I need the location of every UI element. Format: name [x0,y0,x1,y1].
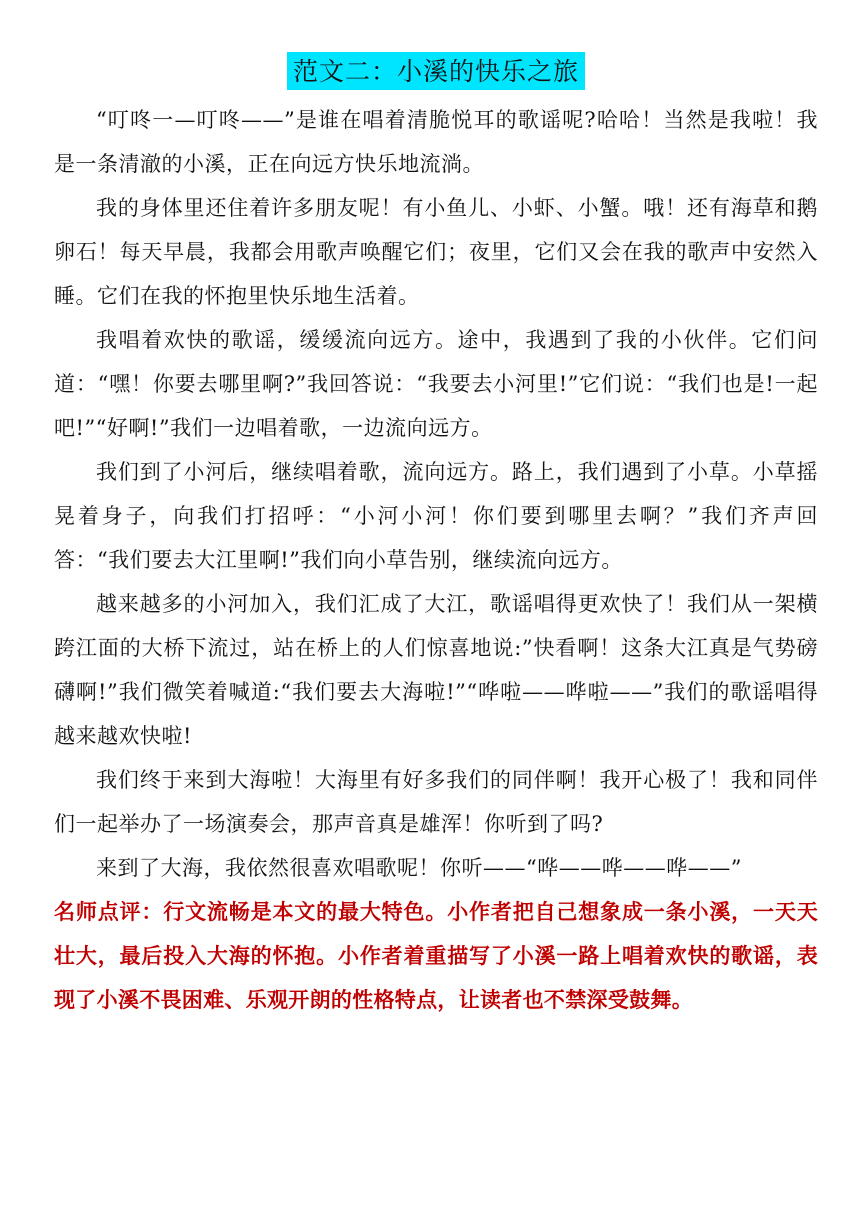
paragraph-6: 我们终于来到大海啦！大海里有好多我们的同伴啊！我开心极了！我和同伴们一起举办了一场演奏会，那声音真是雄浑！你听到了吗? [54,768,818,836]
paragraph-3: 我唱着欢快的歌谣，缓缓流向远方。途中，我遇到了我的小伙伴。它们问道：“嘿！你要去哪里啊?”我回答说：“我要去小河里!”它们说：“我们也是!一起吧!”“好啊!”我们一边唱着歌，一边流向远方。 [54,328,818,440]
document-page [54,52,818,1022]
paragraph-1: “叮咚一—叮咚——”是谁在唱着清脆悦耳的歌谣呢?哈哈！当然是我啦！我是一条清澈的小溪，正在向远方快乐地流淌。 [54,108,818,176]
title-wrapper [54,52,818,96]
paragraph-2: 我的身体里还住着许多朋友呢！有小鱼儿、小虾、小蟹。哦！还有海草和鹅卵石！每天早晨，我都会用歌声唤醒它们；夜里，它们又会在我的歌声中安然入睡。它们在我的怀抱里快乐地生活着。 [54,196,818,308]
page-title: 范文二：小溪的快乐之旅 [287,52,585,90]
teacher-comment: 名师点评：行文流畅是本文的最大特色。小作者把自己想象成一条小溪，一天天壮大，最后投入大海的怀抱。小作者着重描写了小溪一路上唱着欢快的歌谣，表现了小溪不畏困难、乐观开朗的性格特点，让读者也不禁深受鼓舞。 [54,899,818,1012]
paragraph-7: 来到了大海，我依然很喜欢唱歌呢！你听——“哗——哗——哗——” [96,856,742,880]
paragraph-4: 我们到了小河后，继续唱着歌，流向远方。路上，我们遇到了小草。小草摇晃着身子，向我们打招呼：“小河小河！你们要到哪里去啊？”我们齐声回答：“我们要去大江里啊!”我们向小草告别，继续流向远方。 [54,460,818,572]
paragraph-5: 越来越多的小河加入，我们汇成了大江，歌谣唱得更欢快了！我们从一架横跨江面的大桥下流过，站在桥上的人们惊喜地说:”快看啊！这条大江真是气势磅礴啊!”我们微笑着喊道:“我们要去大海啦!”“哗啦——哗啦——”我们的歌谣唱得越来越欢快啦! [54,592,818,748]
